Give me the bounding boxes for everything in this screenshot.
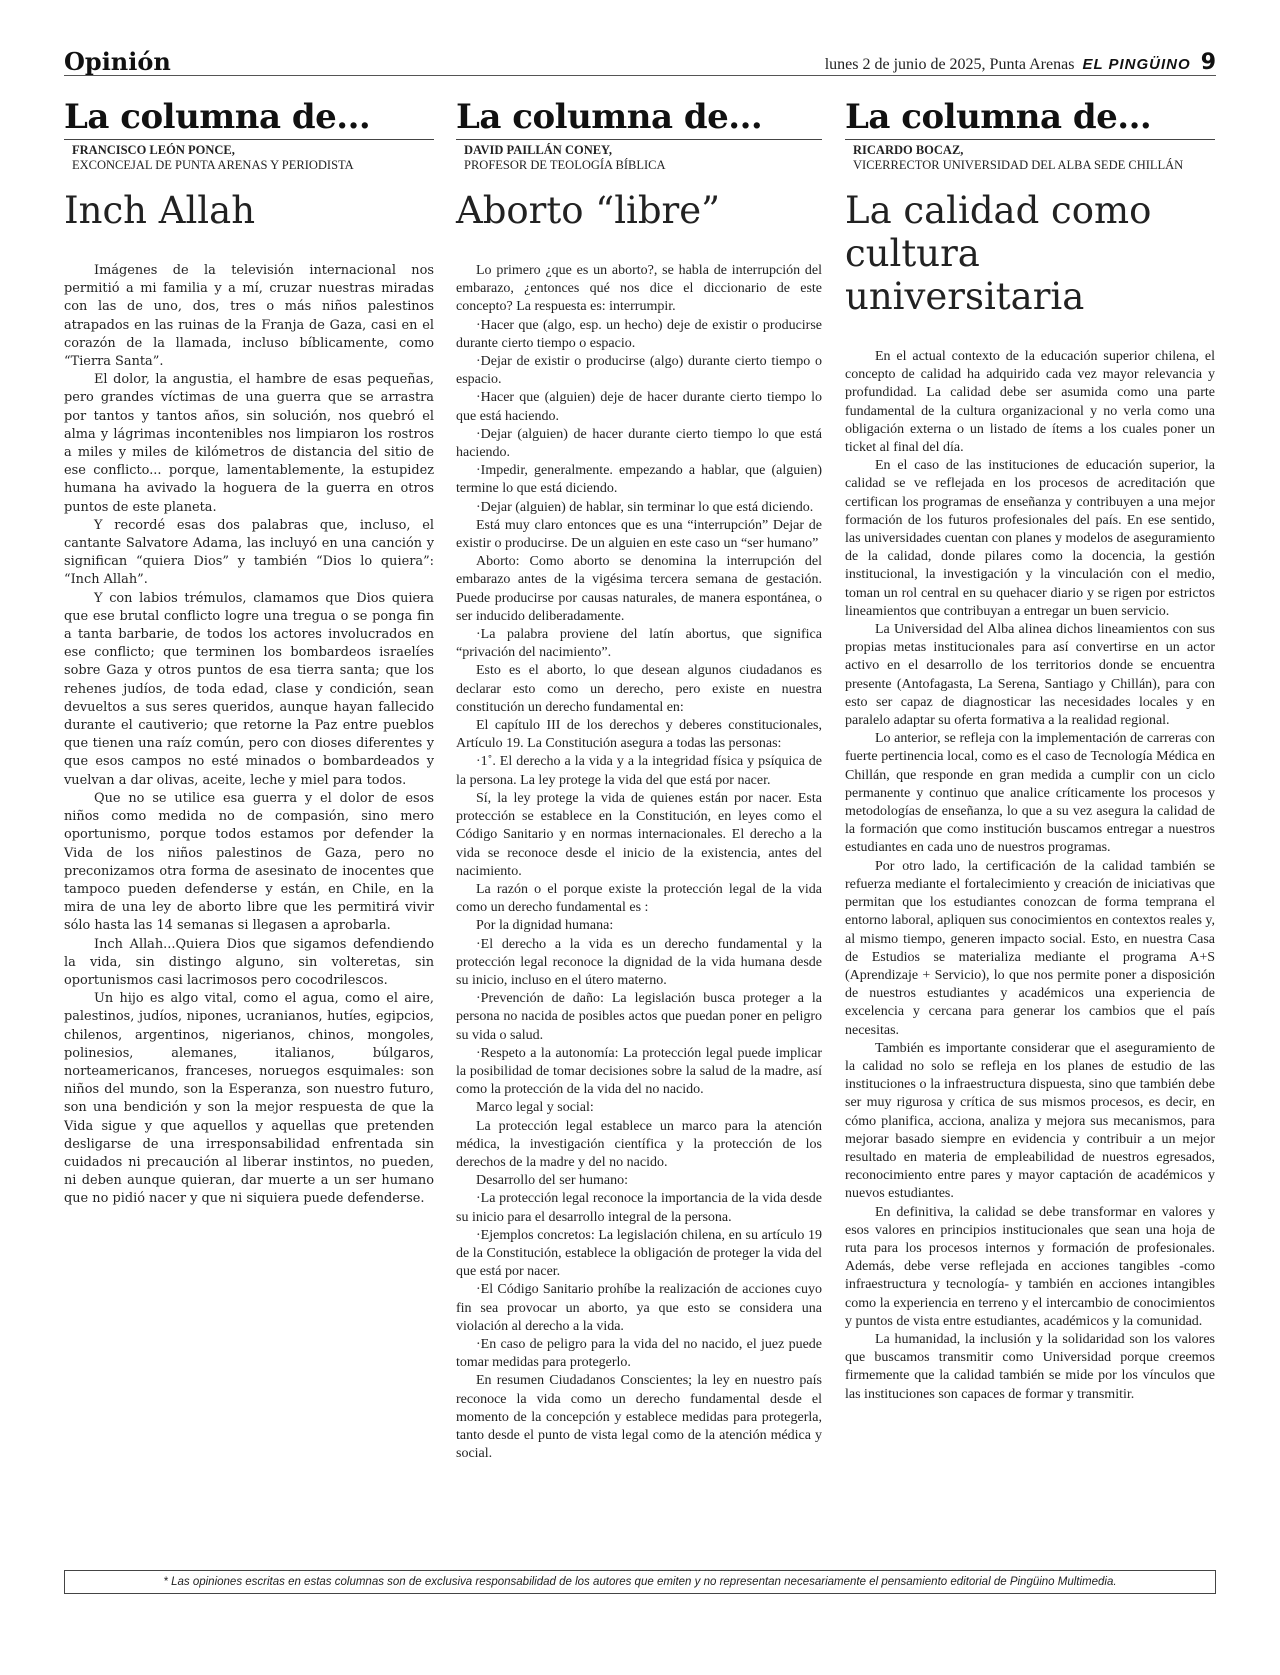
paragraph: Un hijo es algo vital, como el agua, como el aire, palestinos, judíos, nipones, ucranianos, hutíes, egipcios, chilenos, argentinos, nigerianos, chinos, mongoles, polinesios, alemanes, italianos, búlgaros, norteamericanos, franceses, noruegos esquimales: son niños del mundo, son la Esperanza, son nuestro futuro, son una bendición y son la mejor respuesta de que la Vida sigue y que aquellos y aquellas que pretenden desligarse de una irresponsabilidad enfrentada sin cuidados ni precaución al liberar instintos, no pueden, ni deben aunque quieran, dar muerte a un ser humano que no pidió nacer y que ni siquiera puede defenderse. [64, 991, 434, 1207]
paragraph: En definitiva, la calidad se debe transformar en valores y esos valores en principios institucionales que sean una hoja de ruta para los procesos internos y formación de profesionales. Además, debe verse reflejada en acciones tangibles -como infraestructura y tecnología- y también en acciones intangibles como la experiencia en terreno y el intercambio de conocimientos y puntos de vista entre estudiantes, académicos y la comunidad. [845, 1204, 1215, 1329]
paragraph: La Universidad del Alba alinea dichos lineamientos con sus propias metas institucionales para así convertirse en un actor activo en el desarrollo de los territorios donde se encuentra presente (Antofagasta, La Serena, Santiago y Chillán), para con esto ser capaz de diagnosticar las necesidades locales y en paralelo adaptar su oferta formativa a la realidad regional. [845, 622, 1215, 729]
page-number: 9 [1200, 50, 1216, 75]
paragraph: Lo anterior, se refleja con la implementación de carreras con fuerte pertinencia local, como es el caso de Tecnología Médica en Chillán, que responde en gran medida a cumplir con un ciclo permanente y continuo que analice críticamente los procesos y metodologías de enseñanza, lo que a su vez asegura la calidad de la formación que como institución buscamos entregar a nuestros estudiantes en cada uno de nuestros programas. [845, 731, 1215, 856]
article-headline: La calidad como cultura universitaria [845, 189, 1152, 318]
byline [456, 139, 822, 173]
paragraph: Desarrollo del ser humano: [476, 1173, 629, 1189]
paragraph: ·Hacer que (algo, esp. un hecho) deje de existir o producirse durante cierto tiempo o espacio. [456, 317, 822, 351]
column-kicker: La columna de... [64, 97, 371, 137]
author-role: PROFESOR DE TEOLOGÍA BÍBLICA [464, 158, 666, 172]
column-kicker: La columna de... [845, 97, 1152, 137]
paragraph: ·La protección legal reconoce la importancia de la vida desde su inicio para el desarrollo integral de la persona. [456, 1191, 822, 1225]
paragraph: La humanidad, la inclusión y la solidaridad son los valores que buscamos transmitir como Universidad porque creemos firmemente que la calidad también se mide por los vínculos que las instituciones son capaces de formar y transmitir. [845, 1331, 1215, 1402]
paragraph: Aborto: Como aborto se denomina la interrupción del embarazo antes de la vigésima tercera semana de gestación. Puede producirse por causas naturales, de manera espontánea, o ser inducido deliberadamente. [456, 554, 822, 624]
paragraph: ·La palabra proviene del latín abortus, que significa “privación del nacimiento”. [456, 627, 822, 661]
paragraph: ·Hacer que (alguien) deje de hacer durante cierto tiempo lo que está haciendo. [456, 390, 822, 424]
paragraph: El dolor, la angustia, el hambre de esas pequeñas, pero grandes víctimas de una guerra que se arrastra por tantos y tantos años, sin solución, nos quebró el alma y lágrimas incontenibles nos limpiaron los rostros a miles y miles de kilómetros de distancia del sitio de ese conflicto... porque, lamentablemente, la estupidez humana ha avivado la hoguera de la guerra en otros puntos de este planeta. [64, 372, 434, 515]
section-title: Opinión [64, 47, 171, 76]
paragraph: Sí, la ley protege la vida de quienes están por nacer. Esta protección se establece en la Constitución, en leyes como el Código Sanitario y en normas internacionales. El derecho a la vida se reconoce desde el inicio de la existencia, antes del nacimiento. [456, 790, 822, 879]
author-name: RICARDO BOCAZ, [853, 143, 964, 157]
paragraph: ·Ejemplos concretos: La legislación chilena, en su artículo 19 de la Constitución, establece la obligación de proteger la vida del que está por nacer. [456, 1227, 822, 1280]
paragraph: Está muy claro entonces que es una “interrupción” Dejar de existir o producirse. De un alguien en este caso un “ser humano” [456, 517, 822, 552]
column-kicker: La columna de... [456, 97, 763, 137]
header-right [825, 50, 1216, 75]
paragraph: En resumen Ciudadanos Conscientes; la ley en nuestro país reconoce la vida como un derecho fundamental desde el momento de la concepción y establece medidas para protegerla, tanto desde el punto de vista legal como de la atención médica y social. [456, 1373, 822, 1462]
paragraph: Que no se utilice esa guerra y el dolor de esos niños como medida no de compasión, sino mero oportunismo, porque todos estamos por defender la Vida de los niños palestinos de Gaza, pero no preconizamos otra forma de asesinato de inocentes que tampoco pueden defenderse y están, en Chile, en la mira de una ley de aborto libre que les permitirá vivir sólo hasta las 14 semanas si llegasen a aprobarla. [64, 790, 434, 934]
column-leon-ponce [64, 95, 434, 1209]
column-bocaz [845, 95, 1215, 1404]
paragraph: ·Respeto a la autonomía: La protección legal puede implicar la posibilidad de tomar decisiones sobre la salud de la madre, así como la protección de la vida del no nacido. [456, 1045, 822, 1098]
paragraph: Por la dignidad humana: [476, 918, 614, 934]
article-body [456, 262, 822, 1463]
dateline: lunes 2 de junio de 2025, Punta Arenas [824, 56, 1075, 73]
byline [845, 139, 1215, 173]
byline [64, 139, 434, 173]
newspaper-logo: EL PINGÜINO [1082, 56, 1191, 73]
paragraph: En el actual contexto de la educación superior chilena, el concepto de calidad ha adquirido cada vez mayor relevancia y profundidad. La calidad debe ser asumida como una parte fundamental de la cultura organizacional y no verla como una obligación externa o un listado de ítems a los cuales poner un ticket al final del día. [845, 349, 1215, 456]
paragraph: Y con labios trémulos, clamamos que Dios quiera que ese brutal conflicto logre una tregua o se ponga fin a tanta barbarie, de todos los actores involucrados en ese conflicto; que terminen los bombardeos israelíes sobre Gaza y otros puntos de esa tierra santa; que los rehenes judíos, de toda edad, clase y condición, sean devueltos a sus seres queridos, aunque hayan fallecido durante el cautiverio; que retorne la Paz entre pueblos que tienen una raíz común, pero con dioses diferentes y que esos campos no esté minados o bombardeados y vuelvan a dar olivas, aceite, leche y miel para todos. [64, 590, 434, 788]
paragraph: Lo primero ¿que es un aborto?, se habla de interrupción del embarazo, ¿entonces qué nos dice el diccionario de este concepto? La respuesta es: interrumpir. [456, 263, 822, 315]
paragraph: ·Dejar de existir o producirse (algo) durante cierto tiempo o espacio. [456, 354, 822, 388]
paragraph: La protección legal establece un marco para la atención médica, la investigación científica y la protección de los derechos de la madre y del no nacido. [456, 1118, 822, 1170]
paragraph: La razón o el porque existe la protección legal de la vida como un derecho fundamental es : [456, 881, 822, 916]
paragraph: Imágenes de la televisión internacional nos permitió a mi familia y a mí, cruzar nuestras miradas con las de uno, dos, tres o más niños palestinos atrapados en las ruinas de la Franja de Gaza, casi en el corazón de la llamada, incluso bíblicamente, como “Tierra Santa”. [64, 263, 434, 370]
paragraph: ·Prevención de daño: La legislación busca proteger a la persona no nacida de posibles actos que puedan poner en peligro su vida o salud. [456, 991, 822, 1043]
paragraph: ·Impedir, generalmente. empezando a hablar, que (alguien) termine lo que está diciendo. [456, 463, 822, 497]
author-name: FRANCISCO LEÓN PONCE, [72, 143, 235, 157]
paragraph: Inch Allah...Quiera Dios que sigamos defendiendo la vida, sin distingo alguno, sin volteretas, sin oportunismos casi lacrimosos pero cocodrilescos. [64, 936, 434, 988]
article-body [845, 348, 1215, 1404]
paragraph: También es importante considerar que el aseguramiento de la calidad no solo se refleja en los planes de estudio de las instituciones o la infraestructura dispuesta, sino que también debe ser muy rigurosa y crítica de sus mismos procesos, es decir, en cómo planifica, acciona, analiza y mejora sus mecanismos, para mejorar basado siempre en evidencia y contribuir a un mejor resultado en materia de empleabilidad de nuestros egresados, reconocimiento entre pares y mayor captación de académicos y nuevos estudiantes. [845, 1040, 1215, 1202]
article-headline: Aborto “libre” [456, 189, 721, 232]
paragraph: Marco legal y social: [476, 1100, 594, 1116]
paragraph: ·El Código Sanitario prohíbe la realización de acciones cuyo fin sea provocar un aborto, ya que esto se considera una violación al derecho a la vida. [456, 1282, 822, 1334]
paragraph: ·El derecho a la vida es un derecho fundamental y la protección legal reconoce la dignidad de la vida humana desde su inicio, incluso en el útero materno. [456, 936, 822, 988]
paragraph: ·Dejar (alguien) de hablar, sin terminar lo que está diciendo. [476, 499, 814, 515]
author-role: EXCONCEJAL DE PUNTA ARENAS Y PERIODISTA [72, 158, 354, 172]
author-role: VICERRECTOR UNIVERSIDAD DEL ALBA SEDE CHILLÁN [853, 158, 1184, 172]
article-body [64, 262, 434, 1209]
paragraph: Y recordé esas dos palabras que, incluso, el cantante Salvatore Adama, las incluyó en una canción y significan “quiera Dios” y también “Dios lo quiera”: “Inch Allah”. [64, 517, 434, 588]
paragraph: ·Dejar (alguien) de hacer durante cierto tiempo lo que está haciendo. [456, 426, 822, 461]
paragraph: Esto es el aborto, lo que desean algunos ciudadanos es declarar esto como un derecho, pero existe en nuestra constitución un derecho fundamental en: [456, 663, 822, 715]
paragraph: Por otro lado, la certificación de la calidad también se refuerza mediante el fortalecimiento y creación de iniciativas que permitan que los estudiantes conozcan de forma temprana el entorno laboral, apliquen sus conocimientos en contextos reales y, al mismo tiempo, generen impacto social. Esto, en nuestra Casa de Estudios se materializa mediante el programa A+S (Aprendizaje + Servicio), lo que nos permite poner a disposición de nuestros estudiantes y académicos una experiencia de excelencia y cercana para generar los cambios que el país necesitas. [845, 858, 1215, 1038]
paragraph: En el caso de las instituciones de educación superior, la calidad se ve reflejada en los procesos de acreditación que certifican los programas de enseñanza y contribuyen a una mejor formación de los futuros profesionales del país. En ese sentido, las universidades cuentan con planes y modelos de aseguramiento de la calidad, donde pilares como la docencia, la gestión institucional, la investigación y la vinculación con el medio, toman un rol central en su quehacer diario y se rigen por estrictos lineamientos que contribuyan a entregar un buen servicio. [845, 458, 1215, 619]
page-header [64, 47, 1216, 76]
article-headline: Inch Allah [64, 189, 256, 232]
column-paillan-coney [456, 95, 822, 1463]
paragraph: ·En caso de peligro para la vida del no nacido, el juez puede tomar medidas para protegerlo. [456, 1336, 822, 1371]
paragraph: El capítulo III de los derechos y deberes constitucionales, Artículo 19. La Constitución asegura a todas las personas: [456, 718, 822, 752]
author-name: DAVID PAILLÁN CONEY, [464, 143, 613, 157]
disclaimer-box: * Las opiniones escritas en estas columnas son de exclusiva responsabilidad de los autores que emiten y no representan necesariamente el pensamiento editorial de Pingüino Multimedia. [64, 1570, 1216, 1594]
paragraph: ·1˚. El derecho a la vida y a la integridad física y psíquica de la persona. La ley protege la vida del que está por nacer. [456, 754, 822, 788]
